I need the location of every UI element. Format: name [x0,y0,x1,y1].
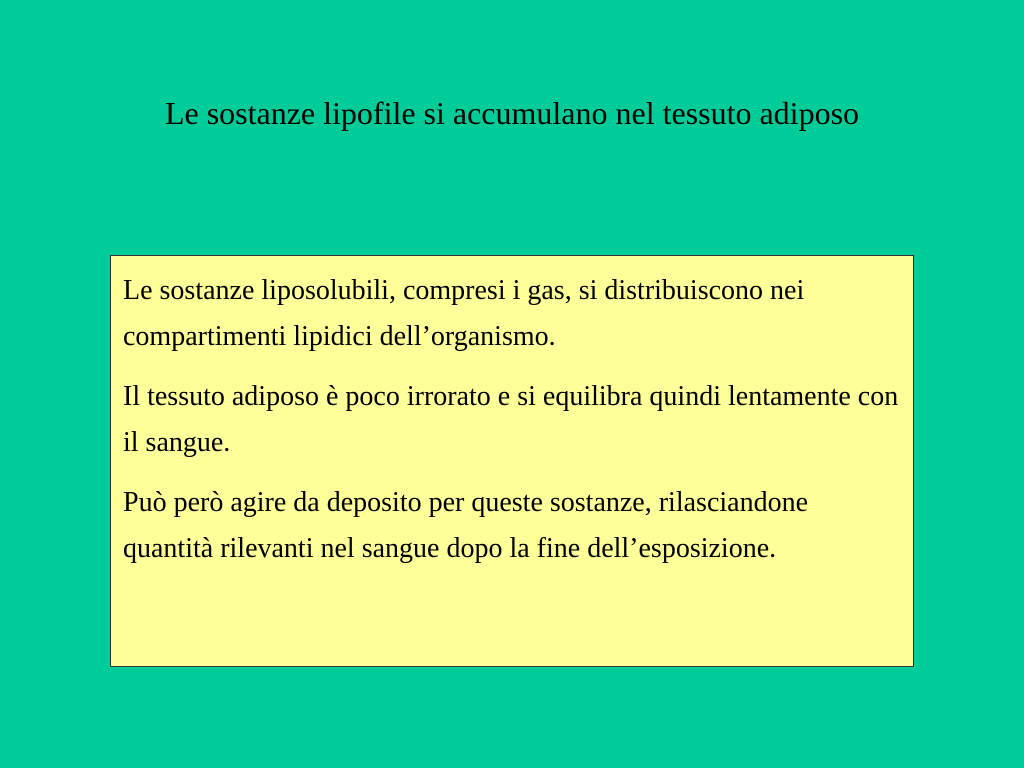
paragraph-liposoluble: Le sostanze liposolubili, compresi i gas, si distribuiscono nei compartimenti lipidici dell’organismo. [123,275,805,352]
text-box [110,255,914,667]
slide-title: Le sostanze lipofile si accumulano nel tessuto adiposo [164,95,860,131]
paragraph-adipose-perfusion: Il tessuto adiposo è poco irrorato e si equilibra quindi lentamente con il sangue. [123,381,899,458]
paragraph-deposit: Può però agire da deposito per queste sostanze, rilasciandone quantità rilevanti nel sangue dopo la fine dell’esposizione. [123,487,809,564]
